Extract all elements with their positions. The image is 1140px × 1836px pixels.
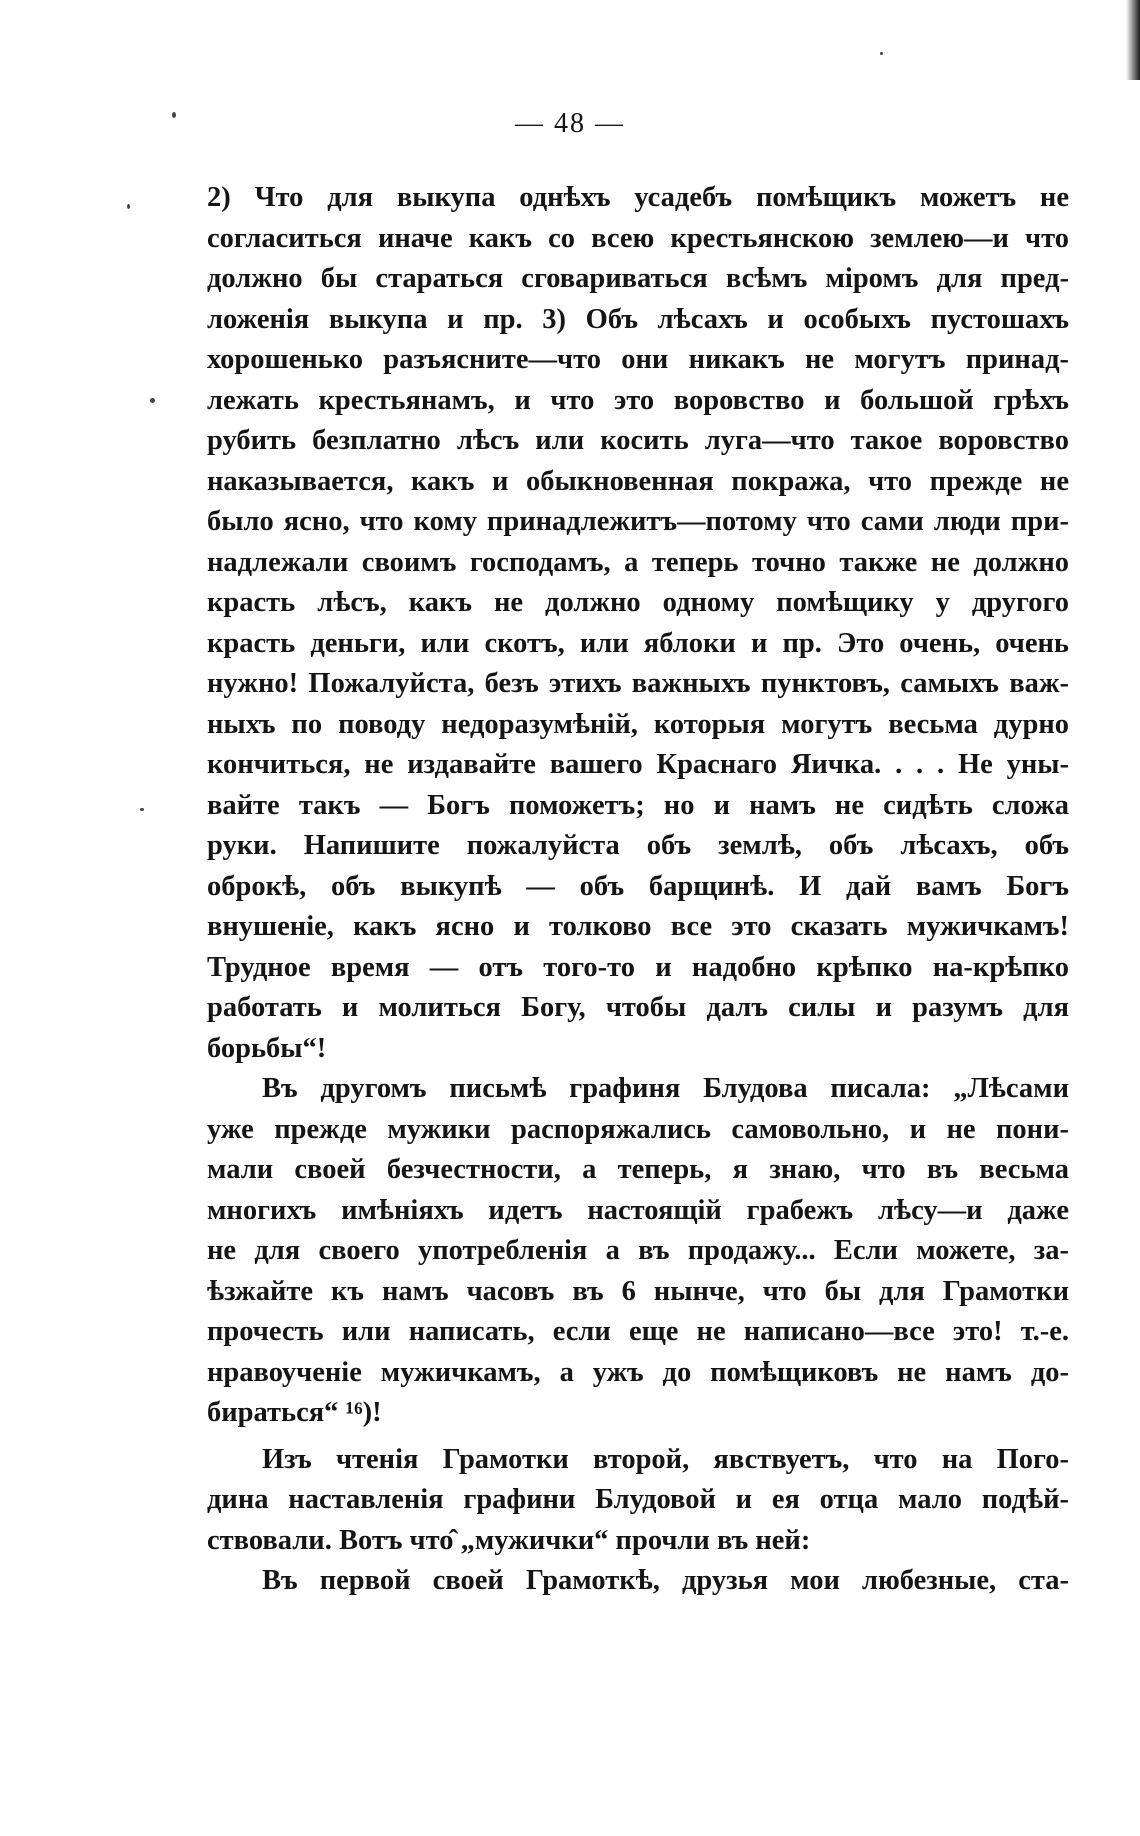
text-line: мали своей безчестности, а теперь, я знаю, что въ весьма [207,1154,1069,1185]
paragraph-3 [207,1440,1069,1562]
text-line: внушеніе, какъ ясно и толково все это сказать мужичкамъ! [207,911,1069,942]
text-line: нужно! Пожалуйста, безъ этихъ важныхъ пунктовъ, самыхъ важ- [207,668,1069,699]
text-line: борьбы“! [207,1032,327,1064]
text-line: Въ первой своей Грамоткѣ, друзья мои любезные, ста- [262,1565,1069,1596]
scan-speck [150,398,155,403]
text-line: согласиться иначе какъ со всею крестьянскою землею—и что [207,222,1069,254]
text-line: бираться“ ¹⁶)! [207,1397,382,1428]
paragraph-4 [207,1561,1069,1602]
paragraph-1 [207,178,1069,1069]
text-line: кончиться, не издавайте вашего Краснаго Яичка. . . . Не уны- [207,749,1069,780]
text-line: ѣзжайте къ намъ часовъ въ 6 нынче, что бы для Грамотки [207,1275,1069,1307]
text-line: многихъ имѣніяхъ идетъ настоящій грабежъ лѣсу—и даже [207,1194,1069,1226]
scan-speck [140,808,144,811]
text-line: вайте такъ — Богъ поможетъ; но и намъ не сидѣть сложа [207,789,1069,821]
text-line: красть деньги, или скотъ, или яблоки и пр. Это очень, очень [207,627,1069,659]
text-line: работать и молиться Богу, чтобы далъ силы и разумъ для [207,992,1069,1023]
text-line: Въ другомъ письмѣ графиня Блудова писала: „Лѣсами [262,1073,1069,1104]
text-line: Трудное время — отъ того-то и надобно крѣпко на-крѣпко [207,951,1069,983]
text-line: дина наставленія графини Блудовой и ея отца мало подѣй- [207,1484,1069,1515]
text-line: рубить безплатно лѣсъ или косить луга—что такое воровство [207,425,1069,456]
text-line: руки. Напишите пожалуйста объ землѣ, объ лѣсахъ, объ [207,830,1069,861]
text-line: было ясно, что кому принадлежитъ—потому что сами люди при- [207,506,1069,537]
paragraph-2 [207,1069,1069,1434]
text-line: оброкѣ, объ выкупѣ — объ барщинѣ. И дай вамъ Богъ [207,870,1069,902]
text-line: Изъ чтенія Грамотки второй, явствуетъ, что на Пого- [262,1443,1069,1475]
text-line: ствовали. Вотъ что̂ „мужички“ прочли въ ней: [207,1524,811,1556]
text-line: ныхъ по поводу недоразумѣній, которыя могутъ весьма дурно [207,708,1069,740]
text-line: лежать крестьянамъ, и что это воровство и большой грѣхъ [207,384,1069,416]
scan-speck [172,112,176,118]
text-line: уже прежде мужики распоряжались самовольно, и не пони- [207,1113,1069,1145]
scan-speck [880,52,883,55]
text-line: нравоученіе мужичкамъ, а ужъ до помѣщиковъ не намъ до- [207,1356,1069,1388]
text-line: красть лѣсъ, какъ не должно одному помѣщику у другого [207,587,1069,618]
text-line: не для своего употребленія а въ продажу... Если можете, за- [207,1235,1069,1266]
text-line: прочесть или написать, если еще не написано—все это! т.-е. [207,1316,1069,1347]
text-line: наказывается, какъ и обыкновенная покража, что прежде не [207,465,1069,497]
page-number: — 48 — [515,108,625,139]
text-line: ложенія выкупа и пр. 3) Объ лѣсахъ и особыхъ пустошахъ [207,303,1069,335]
text-line: надлежали своимъ господамъ, а теперь точно также не должно [207,546,1069,578]
text-line: хорошенько разъясните—что они никакъ не могутъ принад- [207,344,1069,375]
page-edge-shadow [1126,0,1140,80]
scan-speck [127,204,130,209]
body-text [207,178,1069,1602]
text-line: должно бы стараться сговариваться всѣмъ міромъ для пред- [207,263,1069,294]
text-line: 2) Что для выкупа однѣхъ усадебъ помѣщикъ можетъ не [207,182,1069,213]
